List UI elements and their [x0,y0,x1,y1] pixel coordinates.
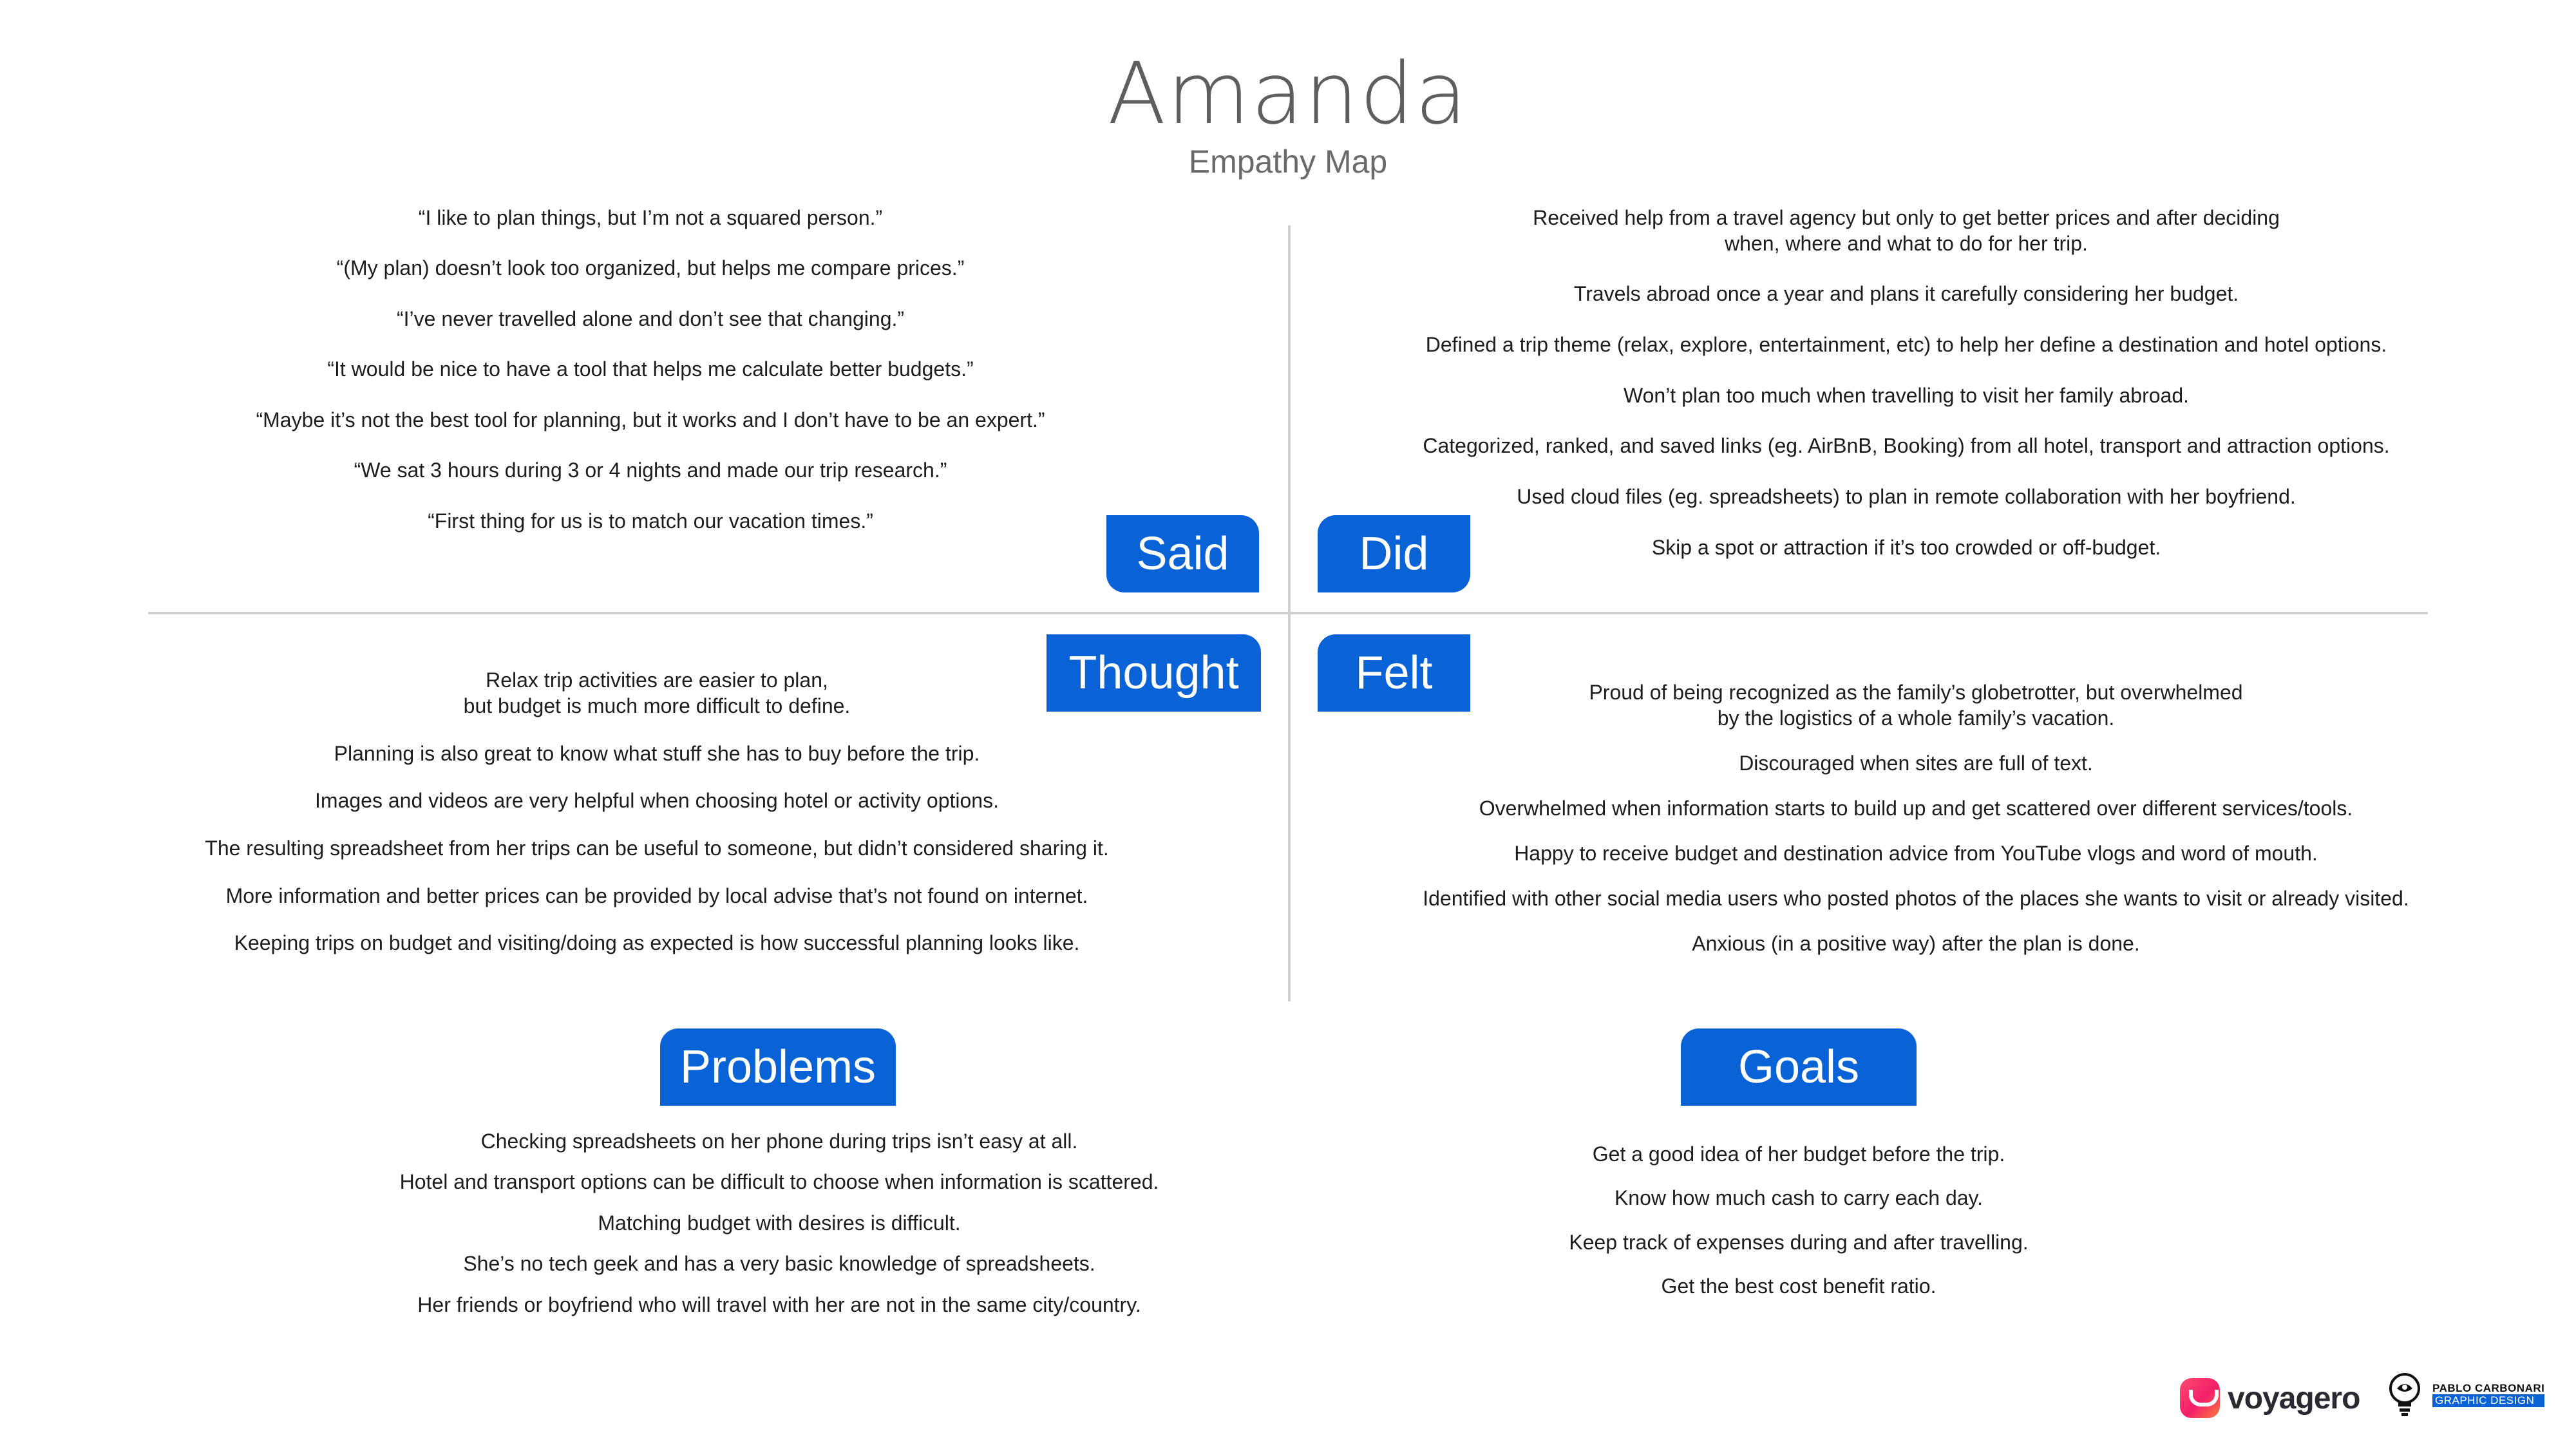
said-item: “Maybe it’s not the best tool for planning, but it works and I don’t have to be an expert.” [256,408,1045,431]
felt-item: Discouraged when sites are full of text. [1739,752,2093,775]
did-item: Skip a spot or attraction if it’s too crowded or off-budget. [1651,536,2161,559]
horizontal-divider [148,612,2428,614]
thought-item: Relax trip activities are easier to plan, [486,668,828,692]
problems-item: Matching budget with desires is difficult. [598,1211,961,1235]
felt-item: Overwhelmed when information starts to build up and get scattered over different services/tools. [1479,797,2353,820]
said-tag: Said [1106,515,1259,592]
felt-item: Proud of being recognized as the family’s globetrotter, but overwhelmed [1589,681,2243,704]
voyagero-mark-icon [2180,1378,2220,1418]
did-tag: Did [1318,515,1470,592]
said-item: “First thing for us is to match our vacation times.” [428,509,873,533]
felt-item: by the logistics of a whole family’s vacation. [1717,706,2115,730]
goals-list [1412,1141,2185,1309]
page-title: Amanda [1107,44,1469,144]
did-item: Categorized, ranked, and saved links (eg. AirBnB, Booking) from all hotel, transport and attraction options. [1423,434,2390,457]
goals-item: Know how much cash to carry each day. [1614,1186,1984,1209]
thought-item: but budget is much more difficult to define. [463,694,851,717]
problems-tag: Problems [660,1028,896,1106]
goals-tag: Goals [1681,1028,1917,1106]
pablo-carbonari-sub: GRAPHIC DESIGN [2432,1394,2544,1407]
goals-item: Get a good idea of her budget before the trip. [1592,1142,2005,1166]
pablo-carbonari-text [2432,1383,2544,1407]
problems-item: She’s no tech geek and has a very basic knowledge of spreadsheets. [463,1252,1095,1275]
said-list [142,205,1159,540]
voyagero-logo [2180,1378,2360,1418]
thought-item: Keeping trips on budget and visiting/doing as expected is how successful planning looks like. [234,931,1080,954]
pablo-carbonari-name: PABLO CARBONARI [2432,1382,2545,1395]
felt-item: Anxious (in a positive way) after the plan is done. [1692,932,2140,955]
thought-item: Planning is also great to know what stuff she has to buy before the trip. [334,742,980,765]
did-item: Travels abroad once a year and plans it carefully considering her budget. [1573,282,2239,305]
thought-list [116,667,1198,963]
said-item: “We sat 3 hours during 3 or 4 nights and made our trip research.” [354,459,947,482]
did-item: Used cloud files (eg. spreadsheets) to plan in remote collaboration with her boyfriend. [1517,485,2296,508]
goals-item: Get the best cost benefit ratio. [1661,1274,1937,1298]
said-item: “I’ve never travelled alone and don’t see that changing.” [396,307,905,330]
pablo-carbonari-logo [2386,1372,2544,1418]
thought-item: Images and videos are very helpful when choosing hotel or activity options. [315,789,999,812]
did-list [1352,205,2460,565]
did-item: Defined a trip theme (relax, explore, entertainment, etc) to help her define a destination and hotel options. [1425,333,2387,356]
said-item: “It would be nice to have a tool that helps me calculate better budgets.” [327,357,974,381]
did-item: Won’t plan too much when travelling to visit her family abroad. [1623,384,2190,407]
said-item: “I like to plan things, but I’m not a squared person.” [418,206,883,229]
problems-item: Hotel and transport options can be difficult to choose when information is scattered. [399,1170,1159,1193]
did-item: Received help from a travel agency but only to get better prices and after deciding [1533,206,2280,229]
did-item: when, where and what to do for her trip. [1725,232,2088,255]
thought-tag: Thought [1046,634,1261,712]
felt-tag: Felt [1318,634,1470,712]
felt-item: Identified with other social media users who posted photos of the places she wants to visit or already visited. [1423,887,2409,910]
thought-item: More information and better prices can be provided by local advise that’s not found on internet. [225,884,1088,907]
felt-item: Happy to receive budget and destination advice from YouTube vlogs and word of mouth. [1514,842,2318,865]
voyagero-logo-text: voyagero [2228,1381,2360,1416]
felt-list [1340,679,2492,963]
problems-item: Her friends or boyfriend who will travel with her are not in the same city/country. [417,1293,1141,1316]
page-subtitle: Empathy Map [1188,144,1388,180]
lightbulb-head-icon [2386,1372,2423,1418]
problems-item: Checking spreadsheets on her phone during trips isn’t easy at all. [480,1130,1078,1153]
goals-item: Keep track of expenses during and after travelling. [1569,1231,2029,1254]
thought-item: The resulting spreadsheet from her trips can be useful to someone, but didn’t considered sharing it. [205,837,1109,860]
said-item: “(My plan) doesn’t look too organized, but helps me compare prices.” [336,256,965,279]
problems-list [258,1128,1301,1334]
